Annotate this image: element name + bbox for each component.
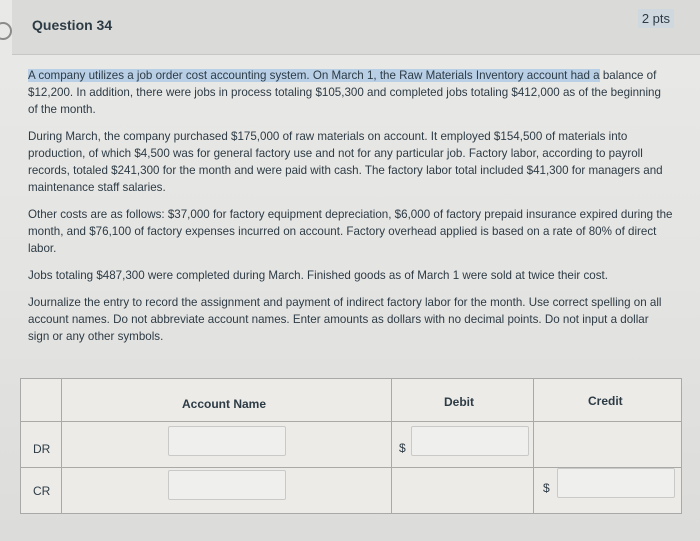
cr-credit-input[interactable]	[557, 468, 675, 498]
highlighted-text: A company utilizes a job order cost accounting system. On March 1, the Raw Materials Inventory account had a	[28, 69, 600, 82]
paragraph-4: Jobs totaling $487,300 were completed during March. Finished goods as of March 1 were sold at twice their cost.	[28, 269, 608, 282]
column-divider	[61, 379, 62, 513]
previous-arrow-icon[interactable]	[0, 22, 12, 40]
question-header	[12, 0, 700, 55]
paragraph-1	[28, 67, 673, 118]
column-divider	[391, 379, 392, 513]
paragraph-1-rest: balance of $12,200. In addition, there were jobs in process totaling $105,300 and completed jobs totaling $412,000 as of the beginning of the month.	[28, 69, 661, 116]
journal-entry-table	[20, 378, 682, 514]
cr-dollar-sign: $	[543, 481, 550, 495]
dr-debit-input[interactable]	[411, 426, 529, 456]
paragraph-5: Journalize the entry to record the assignment and payment of indirect factory labor for the month. Use correct spelling on all account names. Do not abbreviate account names. Enter amounts as dollars with no decimal points. Do not input a dollar sign or any other symbols.	[28, 296, 662, 343]
row-label-cr: CR	[33, 484, 51, 498]
row-label-dr: DR	[33, 442, 51, 456]
paragraph-2: During March, the company purchased $175,000 of raw materials on account. It employed $154,500 of materials into production, of which $4,500 was for general factory use and not for any particular job. Factory labor, according to payroll records, totaled $241,300 for the month and were paid with cash. The factory labor total included $41,300 for managers and maintenance staff salaries.	[28, 130, 663, 194]
question-body	[28, 67, 673, 355]
dr-account-name-input[interactable]	[168, 426, 286, 456]
paragraph-3: Other costs are as follows: $37,000 for factory equipment depreciation, $6,000 of factory prepaid insurance expired during the month, and $76,100 of factory expenses incurred on account. Factory overhead applied is based on a rate of 80% of direct labor.	[28, 208, 673, 255]
row-divider	[21, 421, 681, 422]
question-title: Question 34	[32, 17, 113, 33]
cr-account-name-input[interactable]	[168, 470, 286, 500]
header-account-name: Account Name	[182, 397, 267, 411]
points-badge: 2 pts	[638, 9, 674, 28]
header-credit: Credit	[588, 394, 623, 408]
dr-dollar-sign: $	[399, 441, 406, 455]
header-debit: Debit	[444, 395, 474, 409]
column-divider	[533, 379, 534, 513]
